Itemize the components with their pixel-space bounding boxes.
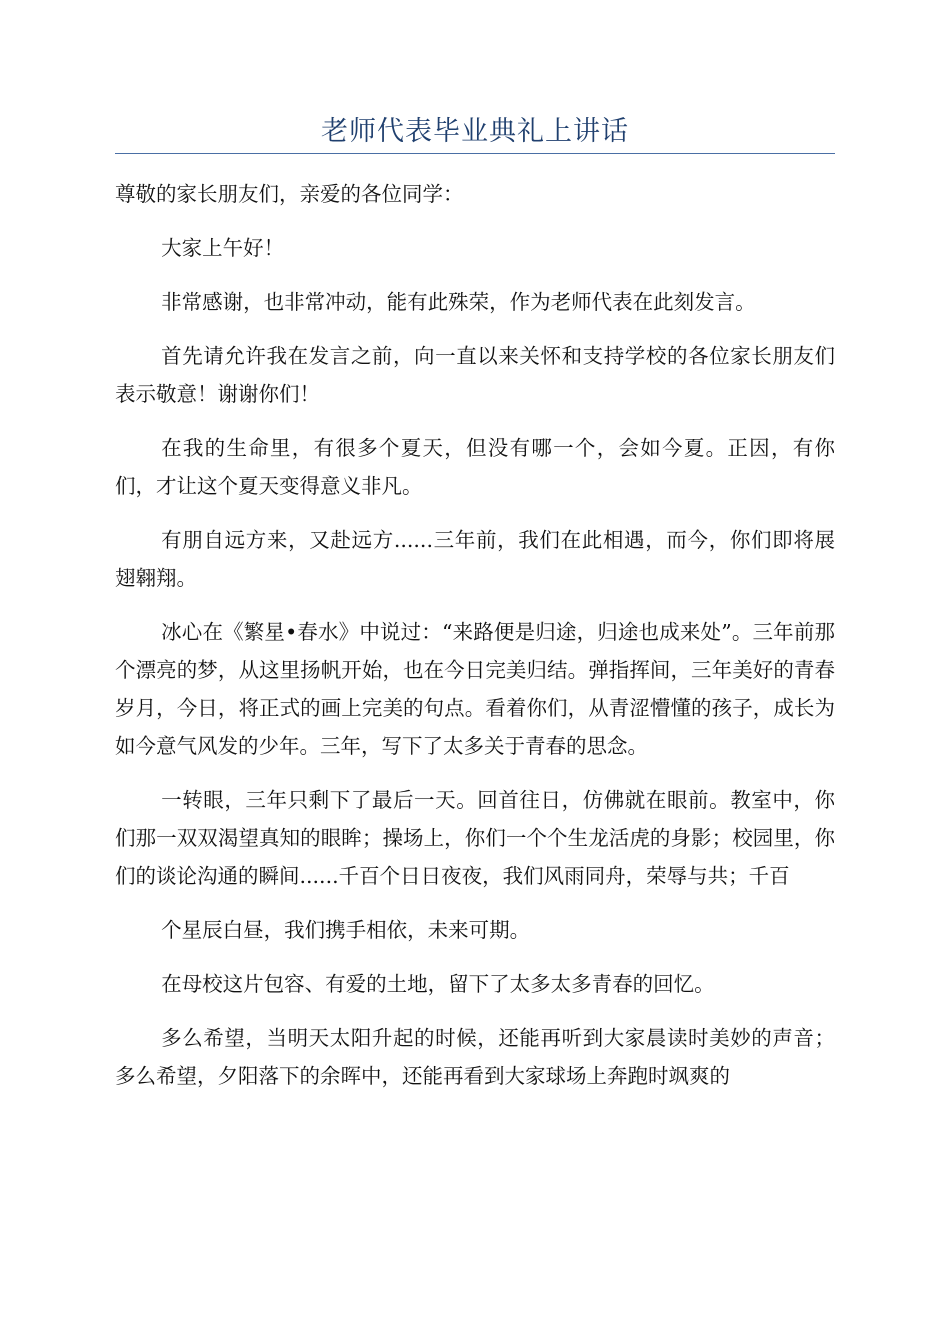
paragraph-bingxin-quote: 冰心在《繁星•春水》中说过：“来路便是归途，归途也成来处”。三年前那个漂亮的梦，从这里扬帆开始，也在今日完美归结。弹指挥间，三年美好的青春岁月，今日，将正式的画上完美的句点。看着你们，从青涩懵懂的孩子，成长为如今意气风发的少年。三年，写下了太多关于青春的思念。: [115, 620, 835, 758]
paragraph-greeting: 大家上午好！: [161, 236, 285, 260]
paragraph-respect: 首先请允许我在发言之前，向一直以来关怀和支持学校的各位家长朋友们表示敬意！谢谢你们！: [115, 344, 835, 406]
paragraph-summer: 在我的生命里，有很多个夏天，但没有哪一个，会如今夏。正因，有你们，才让这个夏天变得意义非凡。: [115, 436, 835, 498]
paragraph-hope: 多么希望，当明天太阳升起的时候，还能再听到大家晨读时美妙的声音；多么希望，夕阳落下的余晖中，还能再看到大家球场上奔跑时飒爽的: [115, 1026, 835, 1088]
paragraph-friends: 有朋自远方来，又赴远方......三年前，我们在此相遇，而今，你们即将展翅翱翔。: [115, 528, 835, 590]
document-title: 老师代表毕业典礼上讲话: [321, 116, 629, 147]
title-underline: [115, 153, 835, 154]
paragraph-thanks: 非常感谢，也非常冲动，能有此殊荣，作为老师代表在此刻发言。: [161, 290, 756, 314]
paragraph-last-day: 一转眼，三年只剩下了最后一天。回首往日，仿佛就在眼前。教室中，你们那一双双渴望真知的眼眸；操场上，你们一个个生龙活虎的身影；校园里，你们的谈论沟通的瞬间......千百个日日夜夜，我们风雨同舟，荣辱与共；千百: [115, 788, 835, 888]
paragraph-stars: 个星辰白昼，我们携手相依，未来可期。: [161, 918, 531, 942]
salutation: 尊敬的家长朋友们，亲爱的各位同学：: [115, 182, 464, 206]
paragraph-memories: 在母校这片包容、有爱的土地，留下了太多太多青春的回忆。: [161, 972, 715, 996]
document-body: [115, 175, 835, 1111]
